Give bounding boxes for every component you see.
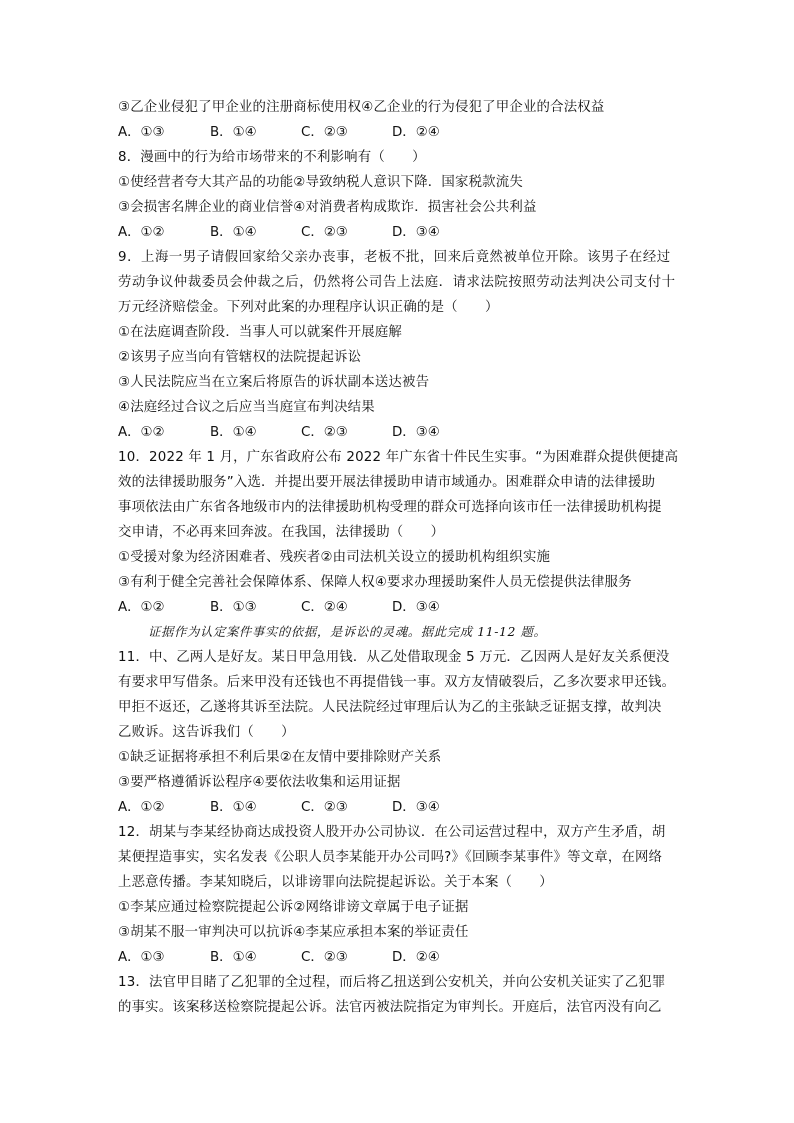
- q9-statement-4: ④法庭经过合议之后应当当庭宣布判决结果: [118, 400, 375, 415]
- option-a: A．①③: [118, 950, 165, 965]
- q12-stem-line-3: 上恶意传播。李某知晓后，以诽谤罪向法院提起诉讼。关于本案（ ）: [118, 875, 553, 890]
- option-d: D．③④: [392, 600, 440, 615]
- option-c: C．②③: [301, 225, 348, 240]
- option-c: C．②④: [301, 600, 348, 615]
- q13-stem-line-2: 的事实。该案移送检察院提起公诉。法官丙被法院指定为审判长。开庭后，法官丙没有向乙: [118, 1000, 662, 1015]
- option-c: C．②③: [301, 125, 348, 140]
- q10-stem-line-3: 事项依法由广东省各地级市内的法律援助机构受理的群众可选择向该市任一法律援助机构提: [118, 500, 662, 515]
- q11-statements-1-2: ①缺乏证据将承担不利后果②在友情中要排除财产关系: [118, 750, 442, 765]
- option-d: D．②④: [392, 125, 440, 140]
- option-a: A．①②: [118, 600, 165, 615]
- option-c: C．②③: [301, 950, 348, 965]
- q10-statements-1-2: ①受援对象为经济困难者、残疾者②由司法机关设立的援助机构组织实施: [118, 550, 551, 565]
- q9-stem-line-1: 9．上海一男子请假回家给父亲办丧事，老板不批，回来后竟然被单位开除。该男子在经过: [118, 250, 671, 265]
- q9-stem-line-3: 万元经济赔偿金。下列对此案的办理程序认识正确的是（ ）: [118, 300, 499, 315]
- q10-statements-3-4: ③有利于健全完善社会保障体系、保障人权④要求办理援助案件人员无偿提供法律服务: [118, 575, 632, 590]
- q13-stem-line-1: 13．法官甲目睹了乙犯罪的全过程，而后将乙扭送到公安机关，并向公安机关证实了乙犯罪: [118, 975, 666, 990]
- q12-stem-line-2: 某便捏造事实，实名发表《公职人员李某能开办公司吗?》《回顾李某事件》等文章，在网络: [118, 850, 663, 865]
- q12-statements-1-2: ①李某应通过检察院提起公诉②网络诽谤文章属于电子证据: [118, 900, 469, 915]
- option-b: B．①④: [210, 950, 257, 965]
- q9-statement-1: ①在法庭调查阶段．当事人可以就案件开展庭解: [118, 325, 403, 340]
- q10-stem-line-4: 交申请，不必再来回奔波。在我国，法律援助（ ）: [118, 525, 445, 540]
- section-instruction: 证据作为认定案件事实的依据，是诉讼的灵魂。据此完成 11-12 题。: [148, 624, 547, 639]
- option-c: C．②③: [301, 425, 348, 440]
- q8-stem: 8．漫画中的行为给市场带来的不利影响有（ ）: [118, 150, 426, 165]
- q10-stem-line-1: 10．2022 年 1 月，广东省政府公布 2022 年广东省十件民生实事。“为困难群众提供便捷高: [118, 450, 679, 465]
- option-b: B．①④: [210, 225, 257, 240]
- q11-stem-line-2: 有要求甲写借条。后来甲没有还钱也不再提借钱一事。双方友情破裂后，乙多次要求甲还钱。: [118, 675, 676, 690]
- q9-statement-3: ③人民法院应当在立案后将原告的诉状副本送达被告: [118, 375, 430, 390]
- option-d: D．③④: [392, 800, 440, 815]
- option-b: B．①③: [210, 600, 257, 615]
- q8-statements-1-2: ①使经营者夸大其产品的功能②导致纳税人意识下降．国家税款流失: [118, 175, 523, 190]
- option-a: A．①②: [118, 800, 165, 815]
- option-c: C．②③: [301, 800, 348, 815]
- q9-stem-line-2: 劳动争议仲裁委员会仲裁之后，仍然将公司告上法庭．请求法院按照劳动法判决公司支付十: [118, 275, 676, 290]
- option-b: B．①④: [210, 425, 257, 440]
- option-b: B．①④: [210, 125, 257, 140]
- q8-statements-3-4: ③会损害名牌企业的商业信誉④对消费者构成欺诈．损害社会公共利益: [118, 200, 537, 215]
- option-b: B．①④: [210, 800, 257, 815]
- option-d: D．②④: [392, 950, 440, 965]
- option-d: D．③④: [392, 225, 440, 240]
- option-a: A．①②: [118, 425, 165, 440]
- q10-stem-line-2: 效的法律援助服务”入选．并提出要开展法律援助申请市域通办。困难群众申请的法律援助: [118, 475, 656, 490]
- q9-statement-2: ②该男子应当向有管辖权的法院提起诉讼: [118, 350, 362, 365]
- q11-statements-3-4: ③要严格遵循诉讼程序④要依法收集和运用证据: [118, 775, 401, 790]
- q12-stem-line-1: 12．胡某与李某经协商达成投资人股开办公司协议．在公司运营过程中，双方产生矛盾，胡: [118, 825, 666, 840]
- q11-stem-line-3: 甲拒不返还，乙遂将其诉至法院。人民法院经过审理后认为乙的主张缺乏证据支撑，故判决: [118, 700, 662, 715]
- q11-stem-line-1: 11．中、乙两人是好友。某日甲急用钱．从乙处借取现金 5 万元．乙因两人是好友关系便没: [118, 650, 670, 665]
- q12-statements-3-4: ③胡某不服一审判决可以抗诉④李某应承担本案的举证责任: [118, 925, 469, 940]
- option-d: D．③④: [392, 425, 440, 440]
- option-a: A．①③: [118, 125, 165, 140]
- q7-statement-3-4: ③乙企业侵犯了甲企业的注册商标使用权④乙企业的行为侵犯了甲企业的合法权益: [118, 100, 605, 115]
- option-a: A．①②: [118, 225, 165, 240]
- q11-stem-line-4: 乙败诉。这告诉我们（ ）: [118, 725, 295, 740]
